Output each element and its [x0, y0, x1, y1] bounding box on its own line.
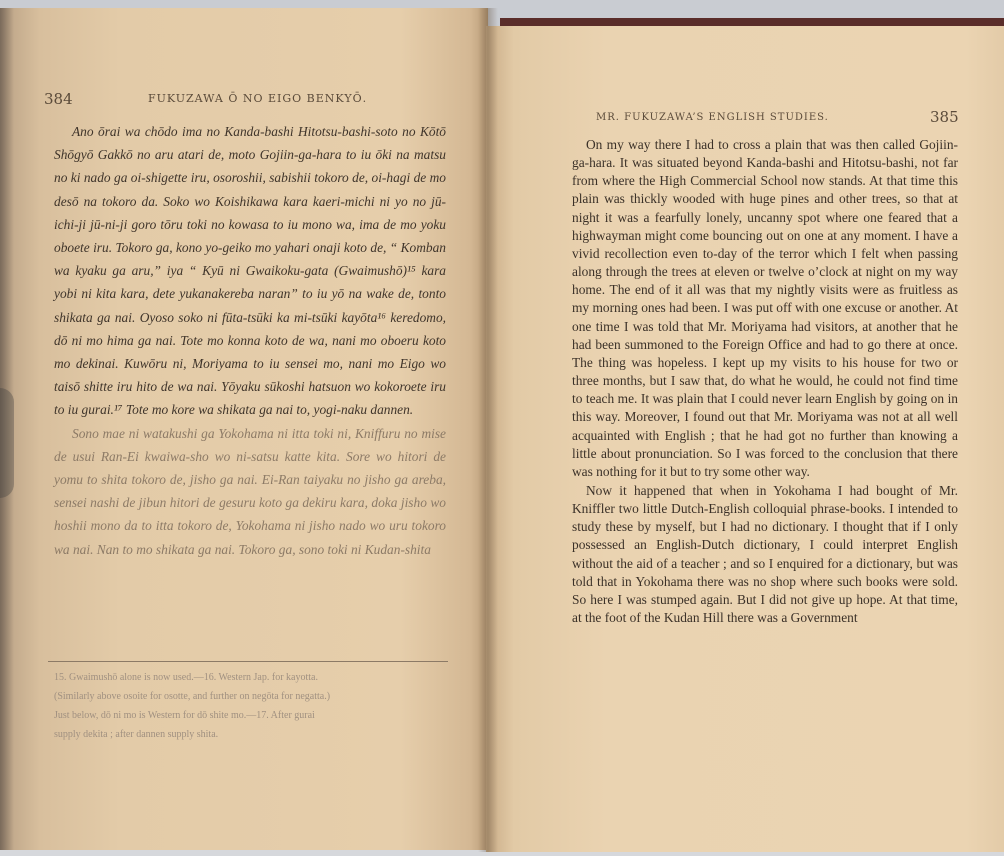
book-gutter — [478, 8, 498, 852]
footnote-line: Just below, dō ni mo is Western for dō shite mo.—17. After gurai — [54, 710, 315, 721]
left-page-number: 384 — [44, 90, 73, 108]
footnote-line: supply dekita ; after dannen supply shita. — [54, 729, 219, 740]
footnote-line: 15. Gwaimushō alone is now used.—16. Western Jap. for kayotta. — [54, 672, 318, 683]
left-paragraph-1: Ano ōrai wa chōdo ima no Kanda-bashi Hitotsu-bashi-soto no Kōtō Shōgyō Gakkō no aru atari de, moto Gojiin-ga-hara to iu ōki na matsu no ki nado ga oi-shigette iru, osoroshii, sabishii tokoro de, oi-hagi de mo desō na tokoro da. Soko wo Koishikawa kara kaeri-michi ni yo no jū-ichi-ji jū-ni-ji goro tōru toki no kowasa to iu mono wa, ima de mo yoku oboete iru. Tokoro ga, kono yo-geiko mo yahari onaji koto de, “ Komban wa kyaku ga aru,” iya “ Kyū ni Gwaikoku-gata (Gwaimushō)¹⁵ kara yobi ni kita kara, dete yukanakereba naran” to iu yō na wake de, tonto shikata ga nai. Oyoso soko ni fūta-tsūki ka mi-tsūki kayōta¹⁶ keredomo, dō ni mo hima ga nai. Tote mo konna koto de wa, nani mo oboeru koto mo dekinai. Kuwōru ni, Moriyama to iu sensei mo, nani mo Eigo wo taisō shitte iru hito de wa nai. Yōyaku sūkoshi hatsuon wo kokoroete iru to iu gurai.¹⁷ Tote mo kore wa shikata ga nai to, yogi-naku dannen. — [54, 124, 446, 418]
right-paragraph-2: Now it happened that when in Yokohama I had bought of Mr. Kniffler two little Dutch-English colloquial phrase-books. I intended to study these by myself, but I had no dictionary. I thought that if I only possessed an English-Dutch dictionary, I could interpret English without the aid of a teacher ; and so I enquired for a dictionary, but was told that in Yokohama there was no shop where such books were sold. So here I was stumped again. But I did not give up hope. At that time, at the foot of the Kudan Hill there was a Government — [572, 482, 958, 626]
left-paragraph-2: Sono mae ni watakushi ga Yokohama ni itta toki ni, Kniffuru no mise de usui Ran-Ei kwaiwa-sho wo ni-satsu katte kita. Sore wo hitori de yomu to shita tokoro de, jisho ga nai. Ei-Ran taiyaku no jisho ga areba, sensei nashi de jibun hitori de gesuru koto ga dekiru kara, doka jisho wo hoshii mono da to itta tokoro de, Yokohama ni jisho nado wo uru tokoro wa nai. Nan to mo shikata ga nai. Tokoro ga, sono toki ni Kudan-shita — [54, 425, 446, 557]
left-page — [0, 8, 488, 850]
footnotes — [54, 668, 446, 744]
footnote-line: (Similarly above osoite for osotte, and further on negōta for negatta.) — [54, 691, 331, 702]
right-page-number: 385 — [930, 108, 959, 126]
left-page-body — [54, 120, 446, 561]
footnote-rule — [48, 661, 448, 662]
right-running-head: MR. FUKUZAWA’S ENGLISH STUDIES. — [596, 112, 829, 123]
right-paragraph-1: On my way there I had to cross a plain that was then called Gojiin-ga-hara. It was situated beyond Kanda-bashi and Hitotsu-bashi, not far from where the High Commercial School now stands. At that time this plain was thickly wooded with huge pines and other trees, so that at night it was a fearfully lonely, uncanny spot where one feared that a highwayman might come bouncing out on one at any moment. I have a vivid recollection even to-day of the terror which I felt when passing along through the trees at eleven or twelve o’clock at night on my way home. The end of it all was that my nightly visits were as fruitless as my morning ones had been. I was put off with one excuse or another. At one time I was told that Mr. Moriyama had visitors, at another that he had been summoned to the Foreign Office and had to go there at once. The thing was hopeless. I kept up my visits to his house for two or three months, but I saw that, do what he would, he could not find time to teach me. It was plain that I could never learn English by going on in this way. Moreover, I found out that Mr. Moriyama was not at all well acquainted with English ; that he had got no further than knowing a little about pronunciation. So I was forced to the conclusion that there was nothing for it but to try some other way. — [572, 137, 958, 479]
left-edge-shadow — [0, 388, 14, 498]
right-page-body — [572, 136, 958, 627]
left-running-head: FUKUZAWA Ō NO EIGO BENKYŌ. — [148, 92, 368, 105]
